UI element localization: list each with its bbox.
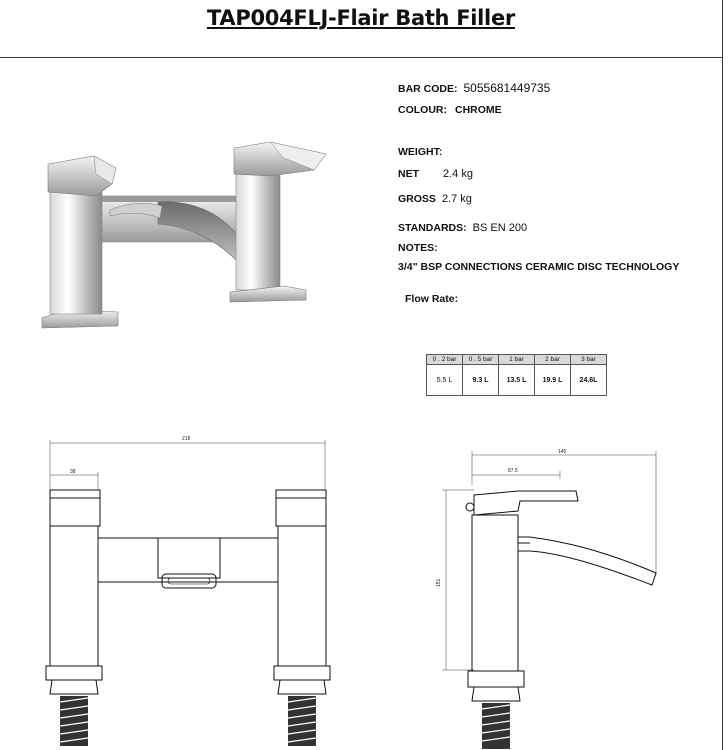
gross-label: GROSS (398, 193, 436, 205)
standards-row (398, 222, 527, 234)
barcode-value: 5055681449735 (463, 81, 551, 95)
page-title: TAP004FLJ-Flair Bath Filler (207, 6, 515, 30)
flow-table-value-row (427, 365, 607, 396)
side-height-dimension: 151 (436, 578, 442, 587)
standards-label: STANDARDS: (398, 222, 467, 234)
title-bar (0, 0, 723, 58)
flow-header-cell: 0 . 5 bar (463, 355, 499, 365)
notes-value: 3/4" BSP CONNECTIONS CERAMIC DISC TECHNOLOGY (398, 261, 680, 273)
weight-heading (398, 146, 442, 158)
flow-value-cell: 9.3 L (463, 365, 499, 396)
flow-header-cell: 0 . 2 bar (427, 355, 463, 365)
flow-table-header-row (427, 355, 607, 365)
flow-value-cell: 24.6L (571, 365, 607, 396)
weight-label: WEIGHT: (398, 146, 443, 158)
gross-row (398, 193, 472, 205)
flow-value-cell: 5.5 L (427, 365, 463, 396)
flow-rate-label: Flow Rate: (405, 293, 459, 305)
front-width-dimension: 218 (182, 436, 191, 442)
flow-rate-heading (405, 293, 458, 305)
flow-header-cell: 3 bar (571, 355, 607, 365)
barcode-row (398, 81, 550, 95)
notes-heading (398, 242, 438, 254)
barcode-label: BAR CODE: (398, 83, 458, 95)
colour-row (398, 104, 502, 116)
product-photo (38, 140, 338, 340)
side-offset-dimension: 87.5 (508, 468, 518, 474)
flow-value-cell: 19.9 L (535, 365, 571, 396)
notes-label: NOTES: (398, 242, 438, 254)
notes-row (398, 261, 679, 273)
flow-value-cell: 13.5 L (499, 365, 535, 396)
flow-header-cell: 1 bar (499, 355, 535, 365)
net-row (398, 168, 473, 180)
flow-rate-table (426, 354, 607, 396)
side-elevation-drawing (430, 445, 670, 750)
front-handle-dimension: 38 (70, 469, 76, 475)
gross-value: 2.7 kg (441, 193, 472, 205)
colour-value: CHROME (455, 104, 502, 116)
right-border (722, 57, 723, 750)
standards-value: BS EN 200 (472, 222, 528, 234)
front-elevation-drawing (30, 430, 350, 750)
net-label: NET (398, 168, 419, 180)
flow-header-cell: 2 bar (535, 355, 571, 365)
net-value: 2.4 kg (443, 168, 473, 180)
colour-label: COLOUR: (398, 104, 447, 116)
side-depth-dimension: 145 (558, 449, 567, 455)
